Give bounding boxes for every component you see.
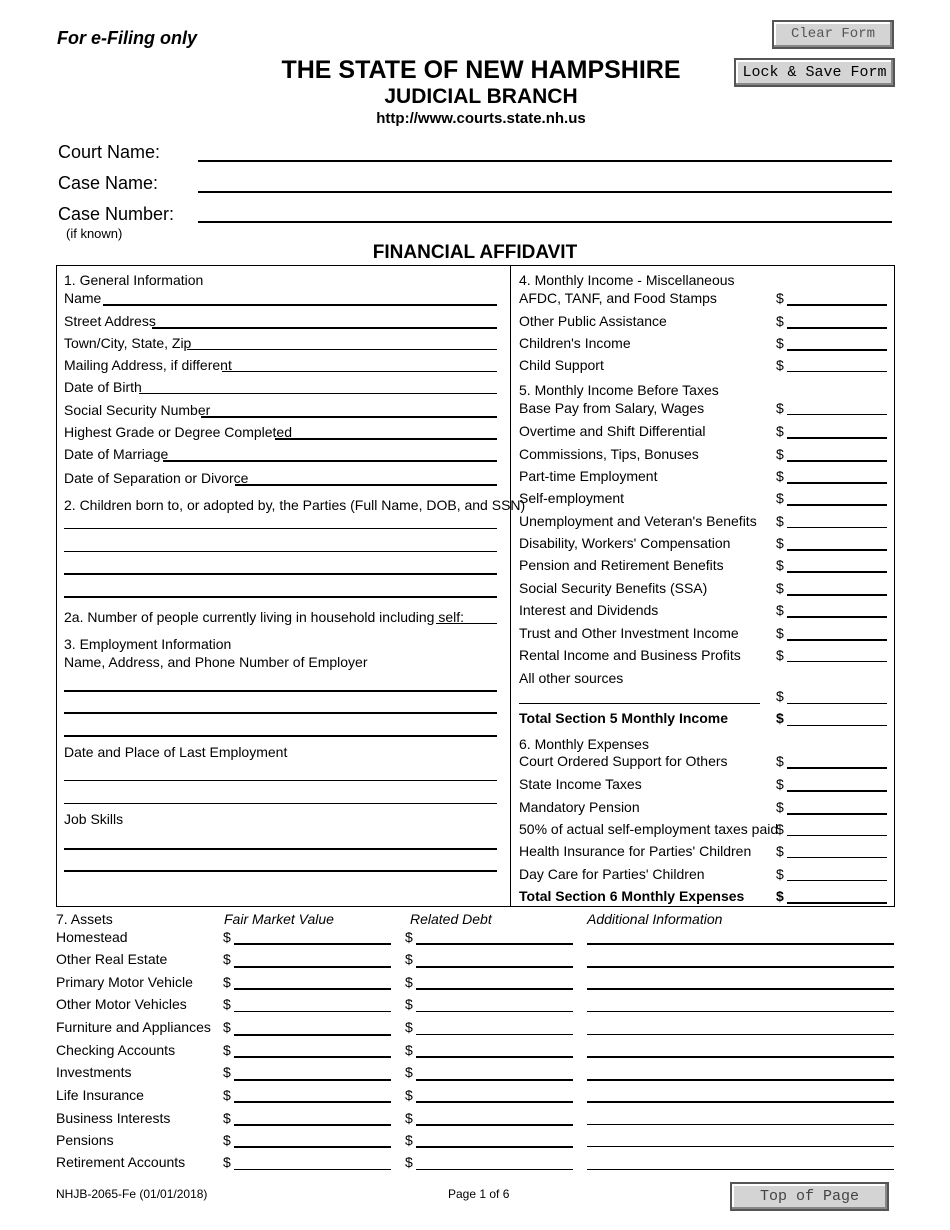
employer-label: Name, Address, and Phone Number of Employer (64, 654, 368, 670)
total-section-6-field[interactable] (787, 902, 887, 904)
section-2-heading: 2. Children born to, or adopted by, the Parties (Full Name, DOB, and SSN) (64, 497, 526, 513)
currency-symbol: $ (223, 1019, 231, 1035)
currency-symbol: $ (223, 929, 231, 945)
currency-symbol: $ (776, 799, 784, 815)
asset-label: Primary Motor Vehicle (56, 974, 193, 990)
asset-label: Business Interests (56, 1110, 171, 1126)
asset-debt-field[interactable] (416, 1056, 573, 1058)
expense-item-field[interactable] (787, 835, 887, 836)
currency-symbol: $ (776, 446, 784, 462)
dob-label: Date of Birth (64, 379, 142, 395)
currency-symbol: $ (776, 490, 784, 506)
name-label: Name (64, 290, 102, 306)
currency-symbol: $ (405, 1154, 413, 1170)
income-misc-label: AFDC, TANF, and Food Stamps (519, 290, 717, 306)
street-field[interactable] (152, 327, 497, 329)
asset-label: Other Motor Vehicles (56, 996, 187, 1012)
expense-item-label: Day Care for Parties' Children (519, 866, 705, 882)
court-name-field[interactable] (198, 160, 892, 162)
income-item-label: Unemployment and Veteran's Benefits (519, 513, 757, 529)
income-item-label: Pension and Retirement Benefits (519, 557, 724, 573)
asset-info-field[interactable] (587, 1056, 894, 1058)
income-misc-field[interactable] (787, 371, 887, 372)
total-section-6-label: Total Section 6 Monthly Expenses (519, 888, 745, 904)
income-item-label: Overtime and Shift Differential (519, 423, 706, 439)
expense-item-label: State Income Taxes (519, 776, 642, 792)
asset-debt-field[interactable] (416, 1169, 573, 1170)
currency-symbol: $ (776, 625, 784, 641)
mailing-field[interactable] (222, 371, 497, 372)
other-sources-amount-field[interactable] (787, 703, 887, 704)
grade-label: Highest Grade or Degree Completed (64, 424, 293, 440)
currency-symbol: $ (776, 557, 784, 573)
currency-symbol: $ (405, 1110, 413, 1126)
asset-value-field[interactable] (234, 1146, 391, 1148)
currency-symbol: $ (776, 688, 784, 704)
currency-symbol: $ (223, 1064, 231, 1080)
currency-symbol: $ (776, 313, 784, 329)
currency-symbol: $ (776, 602, 784, 618)
asset-info-field[interactable] (587, 1124, 894, 1125)
household-field[interactable] (436, 623, 497, 624)
last-employment-line-2[interactable] (64, 803, 497, 804)
income-misc-label: Children's Income (519, 335, 631, 351)
page-number: Page 1 of 6 (448, 1187, 510, 1201)
income-misc-field[interactable] (787, 304, 887, 306)
currency-symbol: $ (776, 468, 784, 484)
income-item-label: All other sources (519, 670, 624, 686)
asset-debt-field[interactable] (416, 1011, 573, 1012)
income-item-field[interactable] (787, 616, 887, 618)
last-employment-line-1[interactable] (64, 780, 497, 781)
income-item-label: Rental Income and Business Profits (519, 647, 741, 663)
income-item-field[interactable] (787, 437, 887, 439)
asset-debt-field[interactable] (416, 1146, 573, 1148)
asset-debt-field[interactable] (416, 1124, 573, 1126)
section-3-heading: 3. Employment Information (64, 636, 232, 652)
currency-symbol: $ (776, 290, 784, 306)
section-1-heading: 1. General Information (64, 272, 204, 288)
case-number-label: Case Number: (58, 204, 175, 224)
expense-item-label: Health Insurance for Parties' Children (519, 843, 752, 859)
total-section-5-label: Total Section 5 Monthly Income (519, 710, 728, 726)
children-line-1[interactable] (64, 528, 497, 529)
currency-symbol: $ (776, 513, 784, 529)
asset-value-field[interactable] (234, 988, 391, 990)
currency-symbol: $ (223, 1042, 231, 1058)
income-misc-label: Child Support (519, 357, 604, 373)
expense-item-label: 50% of actual self-employment taxes paid (519, 821, 779, 837)
income-item-field[interactable] (787, 414, 887, 415)
street-label: Street Address (64, 313, 156, 329)
asset-info-field[interactable] (587, 943, 894, 945)
mailing-label: Mailing Address, if different (64, 357, 232, 373)
top-of-page-button[interactable]: Top of Page (730, 1182, 889, 1211)
income-item-label: Disability, Workers' Compensation (519, 535, 731, 551)
case-name-field[interactable] (198, 191, 892, 193)
if-known-note: (if known) (66, 226, 123, 241)
income-item-label: Interest and Dividends (519, 602, 659, 618)
asset-debt-field[interactable] (416, 1079, 573, 1081)
other-sources-description-field[interactable] (519, 703, 760, 704)
expense-item-field[interactable] (787, 790, 887, 792)
separation-field[interactable] (235, 484, 497, 486)
asset-info-field[interactable] (587, 1079, 894, 1081)
clear-form-button[interactable]: Clear Form (772, 20, 894, 49)
currency-symbol: $ (405, 929, 413, 945)
income-item-label: Base Pay from Salary, Wages (519, 400, 705, 416)
currency-symbol: $ (405, 1064, 413, 1080)
income-item-field[interactable] (787, 460, 887, 462)
income-item-field[interactable] (787, 482, 887, 484)
town-label: Town/City, State, Zip (64, 335, 192, 351)
income-misc-label: Other Public Assistance (519, 313, 667, 329)
last-employment-label: Date and Place of Last Employment (64, 744, 288, 760)
currency-symbol: $ (405, 996, 413, 1012)
asset-debt-field[interactable] (416, 966, 573, 968)
currency-symbol: $ (776, 710, 784, 726)
currency-symbol: $ (776, 647, 784, 663)
asset-info-field[interactable] (587, 966, 894, 968)
expense-item-field[interactable] (787, 767, 887, 769)
grade-field[interactable] (275, 438, 497, 440)
currency-symbol: $ (405, 1087, 413, 1103)
asset-label: Furniture and Appliances (56, 1019, 211, 1035)
state-title: THE STATE OF NEW HAMPSHIRE (281, 56, 681, 84)
income-item-field[interactable] (787, 639, 887, 641)
asset-label: Pensions (56, 1132, 114, 1148)
currency-symbol: $ (223, 1110, 231, 1126)
currency-symbol: $ (776, 580, 784, 596)
currency-symbol: $ (405, 1042, 413, 1058)
asset-value-field[interactable] (234, 1079, 391, 1081)
income-item-field[interactable] (787, 504, 887, 506)
currency-symbol: $ (223, 1154, 231, 1170)
total-section-5-field[interactable] (787, 725, 887, 726)
income-item-label: Self-employment (519, 490, 625, 506)
currency-symbol: $ (776, 400, 784, 416)
asset-value-field[interactable] (234, 1101, 391, 1103)
currency-symbol: $ (223, 951, 231, 967)
currency-symbol: $ (405, 951, 413, 967)
additional-info-header: Additional Information (587, 911, 723, 927)
currency-symbol: $ (776, 357, 784, 373)
expense-item-field[interactable] (787, 880, 887, 881)
asset-value-field[interactable] (234, 1056, 391, 1058)
section-7-heading: 7. Assets (56, 911, 113, 927)
income-item-label: Commissions, Tips, Bonuses (519, 446, 699, 462)
asset-debt-field[interactable] (416, 1101, 573, 1103)
currency-symbol: $ (776, 535, 784, 551)
currency-symbol: $ (223, 974, 231, 990)
currency-symbol: $ (776, 866, 784, 882)
income-item-field[interactable] (787, 549, 887, 551)
asset-value-field[interactable] (234, 943, 391, 945)
asset-value-field[interactable] (234, 1124, 391, 1126)
children-line-2[interactable] (64, 551, 497, 552)
asset-label: Checking Accounts (56, 1042, 176, 1058)
currency-symbol: $ (405, 1132, 413, 1148)
currency-symbol: $ (776, 423, 784, 439)
separation-label: Date of Separation or Divorce (64, 470, 249, 486)
asset-info-field[interactable] (587, 1169, 894, 1170)
form-id: NHJB-2065-Fe (01/01/2018) (56, 1187, 208, 1201)
currency-symbol: $ (223, 1087, 231, 1103)
case-name-label: Case Name: (58, 173, 159, 193)
children-line-4[interactable] (64, 596, 497, 598)
asset-value-field[interactable] (234, 1011, 391, 1012)
town-field[interactable] (187, 349, 497, 350)
column-divider (510, 265, 511, 907)
asset-info-field[interactable] (587, 1011, 894, 1012)
currency-symbol: $ (405, 974, 413, 990)
expense-item-field[interactable] (787, 813, 887, 815)
currency-symbol: $ (776, 843, 784, 859)
ssn-field[interactable] (201, 416, 497, 418)
currency-symbol: $ (776, 821, 784, 837)
court-url[interactable]: http://www.courts.state.nh.us (376, 110, 586, 127)
asset-label: Homestead (56, 929, 128, 945)
income-misc-field[interactable] (787, 327, 887, 329)
asset-info-field[interactable] (587, 1034, 894, 1035)
income-item-field[interactable] (787, 594, 887, 596)
expense-item-label: Court Ordered Support for Others (519, 753, 728, 769)
expense-item-field[interactable] (787, 857, 887, 858)
section-4-heading: 4. Monthly Income - Miscellaneous (519, 272, 735, 288)
children-line-3[interactable] (64, 573, 497, 575)
income-item-label: Trust and Other Investment Income (519, 625, 739, 641)
employer-line-1[interactable] (64, 690, 497, 692)
section-5-heading: 5. Monthly Income Before Taxes (519, 382, 719, 398)
currency-symbol: $ (776, 888, 784, 904)
asset-debt-field[interactable] (416, 1034, 573, 1035)
asset-info-field[interactable] (587, 1101, 894, 1103)
asset-value-field[interactable] (234, 1034, 391, 1036)
efiling-note: For e-Filing only (57, 28, 197, 48)
employer-line-2[interactable] (64, 712, 497, 714)
currency-symbol: $ (223, 996, 231, 1012)
asset-label: Other Real Estate (56, 951, 168, 967)
related-debt-header: Related Debt (410, 911, 492, 927)
asset-info-field[interactable] (587, 988, 894, 990)
income-item-field[interactable] (787, 527, 887, 528)
income-item-label: Social Security Benefits (SSA) (519, 580, 708, 596)
asset-label: Investments (56, 1064, 132, 1080)
dob-field[interactable] (139, 393, 497, 394)
branch-title: JUDICIAL BRANCH (384, 85, 578, 108)
currency-symbol: $ (776, 335, 784, 351)
job-skills-line-2[interactable] (64, 870, 497, 872)
job-skills-line-1[interactable] (64, 848, 497, 850)
currency-symbol: $ (776, 776, 784, 792)
fair-market-value-header: Fair Market Value (224, 911, 334, 927)
income-item-label: Part-time Employment (519, 468, 658, 484)
household-label: 2a. Number of people currently living in household including self: (64, 609, 465, 625)
currency-symbol: $ (776, 753, 784, 769)
income-misc-field[interactable] (787, 349, 887, 351)
asset-value-field[interactable] (234, 1169, 391, 1170)
asset-label: Life Insurance (56, 1087, 144, 1103)
expense-item-label: Mandatory Pension (519, 799, 640, 815)
asset-label: Retirement Accounts (56, 1154, 186, 1170)
currency-symbol: $ (405, 1019, 413, 1035)
asset-value-field[interactable] (234, 966, 391, 968)
name-field[interactable] (103, 304, 497, 306)
form-title: FINANCIAL AFFIDAVIT (372, 242, 578, 263)
job-skills-label: Job Skills (64, 811, 124, 827)
asset-debt-field[interactable] (416, 943, 573, 945)
asset-debt-field[interactable] (416, 988, 573, 990)
income-item-field[interactable] (787, 571, 887, 573)
lock-save-form-button[interactable]: Lock & Save Form (734, 58, 895, 87)
case-number-field[interactable] (198, 221, 892, 223)
ssn-label: Social Security Number (64, 402, 211, 418)
employer-line-3[interactable] (64, 735, 497, 737)
section-6-heading: 6. Monthly Expenses (519, 736, 649, 752)
marriage-label: Date of Marriage (64, 446, 169, 462)
marriage-field[interactable] (163, 460, 497, 462)
asset-info-field[interactable] (587, 1146, 894, 1147)
court-name-label: Court Name: (58, 142, 161, 162)
currency-symbol: $ (223, 1132, 231, 1148)
income-item-field[interactable] (787, 661, 887, 662)
